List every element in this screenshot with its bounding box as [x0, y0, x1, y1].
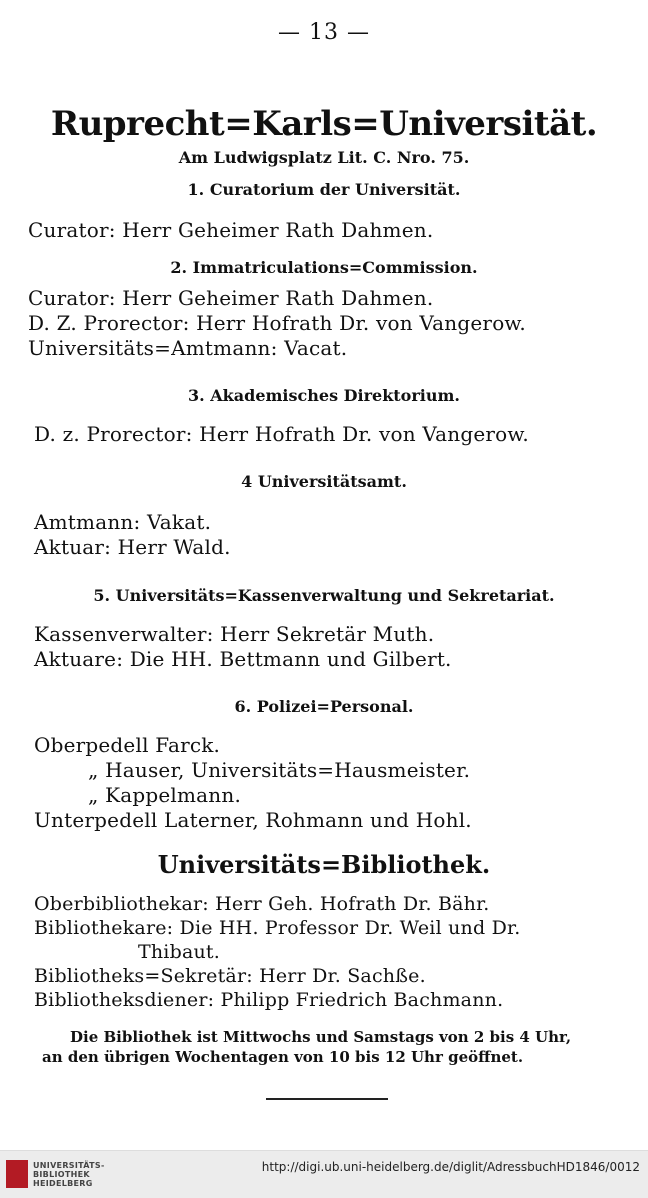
page-number: — 13 —: [278, 20, 370, 45]
text-line: Amtmann: Vakat.: [34, 510, 212, 534]
section-heading-kassenverwaltung: 5. Universitäts=Kassenverwaltung und Sekretariat.: [93, 586, 555, 605]
permalink-url[interactable]: http://digi.ub.uni-heidelberg.de/diglit/AdressbuchHD1846/0012: [261, 1160, 640, 1174]
text-line: Unterpedell Laterner, Rohmann und Hohl.: [34, 808, 472, 832]
text-line: Kassenverwalter: Herr Sekretär Muth.: [34, 622, 435, 646]
university-library-logo-icon: [6, 1160, 28, 1188]
text-line: Curator: Herr Geheimer Rath Dahmen.: [28, 218, 434, 242]
library-hours-note-line-1: Die Bibliothek ist Mittwochs und Samstags von 2 bis 4 Uhr,: [70, 1028, 572, 1046]
text-line: Curator: Herr Geheimer Rath Dahmen.: [28, 286, 434, 310]
section-heading-immatriculation: 2. Immatriculations=Commission.: [170, 258, 478, 277]
text-line: Oberbibliothekar: Herr Geh. Hofrath Dr. Bähr.: [34, 893, 490, 915]
text-line: Bibliothekare: Die HH. Professor Dr. Weil und Dr.: [34, 917, 521, 939]
closing-rule: [266, 1098, 388, 1100]
viewer-footer: [0, 1150, 648, 1198]
section-heading-direktorium: 3. Akademisches Direktorium.: [187, 386, 460, 405]
text-line: Thibaut.: [138, 941, 220, 963]
text-line: D. Z. Prorector: Herr Hofrath Dr. von Vangerow.: [28, 311, 526, 335]
library-hours-note-line-2: an den übrigen Wochentagen von 10 bis 12 Uhr geöffnet.: [42, 1048, 524, 1066]
page-title: Ruprecht=Karls=Universität.: [50, 104, 598, 144]
text-line: Oberpedell Farck.: [34, 733, 221, 757]
address-line: Am Ludwigsplatz Lit. C. Nro. 75.: [178, 148, 470, 167]
text-line: D. z. Prorector: Herr Hofrath Dr. von Vangerow.: [34, 422, 529, 446]
library-title: Universitäts=Bibliothek.: [157, 850, 491, 879]
text-line: Universitäts=Amtmann: Vacat.: [28, 336, 348, 360]
text-line: Bibliotheksdiener: Philipp Friedrich Bachmann.: [34, 989, 504, 1011]
text-line: „ Hauser, Universitäts=Hausmeister.: [88, 758, 471, 782]
logo-text: UNIVERSITÄTS- BIBLIOTHEK HEIDELBERG: [33, 1161, 105, 1188]
text-line: Aktuare: Die HH. Bettmann und Gilbert.: [34, 647, 452, 671]
section-heading-universitaetsamt: 4 Universitätsamt.: [241, 472, 407, 491]
text-line: Aktuar: Herr Wald.: [34, 535, 231, 559]
text-line: „ Kappelmann.: [88, 783, 242, 807]
section-heading-curatorium: 1. Curatorium der Universität.: [187, 180, 461, 199]
text-line: Bibliotheks=Sekretär: Herr Dr. Sachße.: [34, 965, 426, 987]
section-heading-polizei: 6. Polizei=Personal.: [234, 697, 414, 716]
